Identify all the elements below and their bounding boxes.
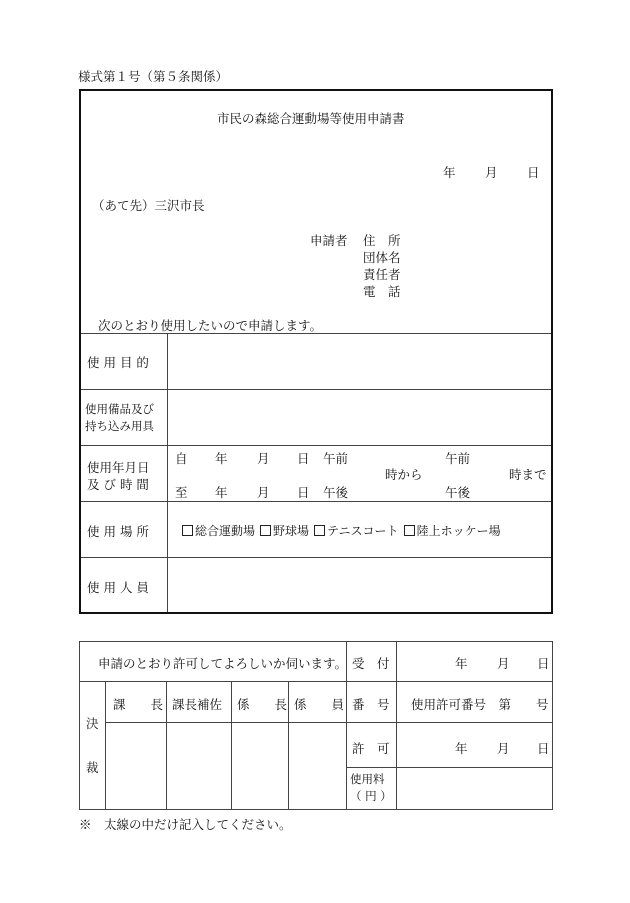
applicant-representative-label: 責任者: [363, 267, 401, 282]
staff-label: 係 員: [294, 697, 345, 712]
subsection-chief-label: 係 長: [237, 697, 288, 712]
checkbox-icon[interactable]: [314, 525, 325, 536]
to-month: 月: [257, 485, 270, 500]
place-option-hockey[interactable]: 陸上ホッケー場: [404, 524, 501, 538]
place-label: 使 用 場 所: [87, 524, 149, 539]
date-year: 年: [443, 165, 456, 180]
people-label: 使 用 人 員: [87, 580, 149, 595]
from-day: 日: [297, 451, 310, 466]
from-label: 自: [175, 451, 188, 466]
received-day: 日: [537, 656, 550, 671]
applicant-organization-label: 団体名: [363, 250, 401, 265]
decision-label-line1: 決: [86, 716, 99, 731]
permit-label: 許 可: [352, 741, 390, 756]
checkbox-icon[interactable]: [404, 525, 415, 536]
received-year: 年: [455, 656, 468, 671]
datetime-label-line1: 使用年月日: [87, 460, 150, 475]
applicant-address-label: 住 所: [363, 233, 401, 248]
equipment-label-line1: 使用備品及び: [85, 402, 154, 416]
from-pm: 午後: [323, 485, 349, 500]
from-am: 午前: [323, 451, 349, 466]
permit-number-label: 使用許可番号 第 号: [411, 697, 549, 712]
received-label: 受 付: [352, 656, 390, 671]
until-am: 午前: [445, 451, 471, 466]
to-day: 日: [297, 485, 310, 500]
decision-label-line2: 裁: [86, 760, 99, 775]
section-chief-label: 課 長: [113, 697, 164, 712]
addressee: （あて先）三沢市長: [92, 198, 205, 213]
permit-month: 月: [497, 741, 510, 756]
row-divider: [81, 445, 551, 446]
row-divider: [81, 389, 551, 390]
place-option-sports-ground[interactable]: 総合運動場: [182, 524, 255, 538]
permit-day: 日: [537, 741, 550, 756]
checkbox-icon[interactable]: [182, 525, 193, 536]
number-label: 番 号: [352, 697, 390, 712]
received-month: 月: [497, 656, 510, 671]
table-divider: [166, 681, 167, 809]
deputy-chief-label: 課長補佐: [172, 697, 223, 712]
column-divider: [167, 333, 168, 612]
form-number-label: 様式第１号（第５条関係）: [78, 69, 229, 84]
place-option-tennis[interactable]: テニスコート: [314, 524, 399, 538]
applicant-label: 申請者: [310, 233, 348, 248]
equipment-label-line2: 持ち込み用具: [85, 419, 154, 433]
instruction-note: ※ 太線の中だけ記入してください。: [79, 817, 292, 832]
table-divider: [288, 681, 289, 809]
applicant-phone-label: 電 話: [363, 284, 401, 299]
approval-request-text: 申請のとおり許可してよろしいか伺います。: [98, 656, 348, 671]
table-divider: [105, 722, 552, 723]
place-option-baseball[interactable]: 野球場: [260, 524, 309, 538]
row-divider: [81, 501, 551, 502]
row-divider: [81, 333, 551, 334]
purpose-label: 使 用 目 的: [87, 355, 149, 370]
approval-table: [79, 641, 553, 810]
fee-label-line2: （ 円 ）: [350, 789, 392, 803]
to-year: 年: [215, 485, 228, 500]
until-pm: 午後: [445, 485, 471, 500]
application-form: [79, 89, 553, 614]
until-time-suffix: 時まで: [509, 467, 547, 482]
table-divider: [80, 681, 552, 682]
form-title: 市民の森総合運動場等使用申請書: [217, 111, 405, 126]
from-month: 月: [257, 451, 270, 466]
checkbox-icon[interactable]: [260, 525, 271, 536]
permit-year: 年: [455, 741, 468, 756]
from-time-suffix: 時から: [385, 467, 423, 482]
from-year: 年: [215, 451, 228, 466]
fee-label-line1: 使用料: [350, 772, 385, 786]
date-month: 月: [485, 165, 498, 180]
date-day: 日: [527, 165, 540, 180]
place-options: [182, 522, 501, 539]
table-divider: [346, 767, 552, 768]
table-divider: [396, 642, 397, 809]
table-divider: [105, 681, 106, 809]
row-divider: [81, 557, 551, 558]
intro-text: 次のとおり使用したいので申請します。: [98, 318, 323, 333]
to-label: 至: [175, 485, 188, 500]
table-divider: [231, 681, 232, 809]
datetime-label-line2: 及 び 時 間: [87, 477, 149, 492]
